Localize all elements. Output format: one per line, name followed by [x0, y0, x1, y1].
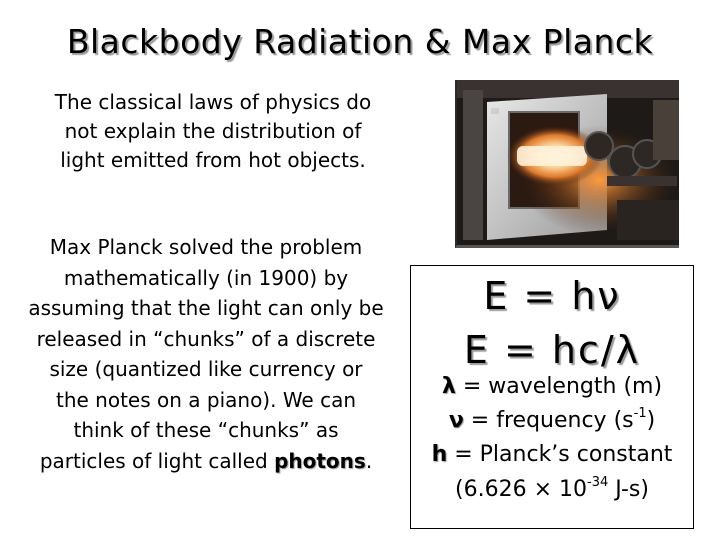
planck-paragraph [2, 232, 410, 476]
body-line-last [2, 446, 410, 477]
intro-line: light emitted from hot objects. [60, 148, 366, 172]
h-definition [411, 442, 693, 467]
energy-wavelength-equation: E = hc/λ [463, 328, 641, 372]
energy-frequency-equation: E = hν [483, 274, 621, 318]
constant-exponent: -34 [587, 475, 609, 490]
lambda-symbol: λ [441, 374, 456, 399]
intro-paragraph [28, 88, 398, 175]
nu-symbol: ν [448, 408, 464, 433]
glowing-metal-photo [455, 80, 679, 248]
equations-box [410, 265, 694, 529]
body-line-suffix: . [365, 448, 373, 473]
body-line: the notes on a piano). We can [55, 387, 357, 412]
lambda-definition [411, 374, 693, 399]
nu-exponent: -1 [633, 406, 647, 421]
body-line: think of these “chunks” as [73, 418, 339, 442]
lambda-text: = wavelength (m) [455, 374, 663, 399]
body-line: released in “chunks” of a discrete [36, 326, 376, 351]
intro-line: not explain the distribution of [64, 119, 362, 143]
h-symbol: h [431, 442, 448, 467]
body-line: mathematically (in 1900) by [63, 265, 349, 290]
slide-title: Blackbody Radiation & Max Planck [66, 22, 654, 61]
constant-prefix: (6.626 × 10 [455, 477, 588, 502]
intro-line: The classical laws of physics do [54, 90, 372, 114]
body-line: assuming that the light can only be [28, 296, 384, 320]
glowing-metal-image [457, 80, 679, 245]
planck-constant-value [411, 477, 693, 502]
body-line: Max Planck solved the problem [49, 235, 363, 259]
nu-definition [411, 408, 693, 433]
h-text: = Planck’s constant [447, 442, 673, 467]
body-line: size (quantized like currency or [49, 357, 363, 381]
nu-close: ) [646, 408, 656, 433]
nu-text: = frequency (s [463, 408, 634, 433]
constant-suffix: J-s) [608, 477, 649, 502]
body-line-prefix: particles of light called [39, 448, 275, 473]
photons-keyword: photons [274, 448, 366, 473]
